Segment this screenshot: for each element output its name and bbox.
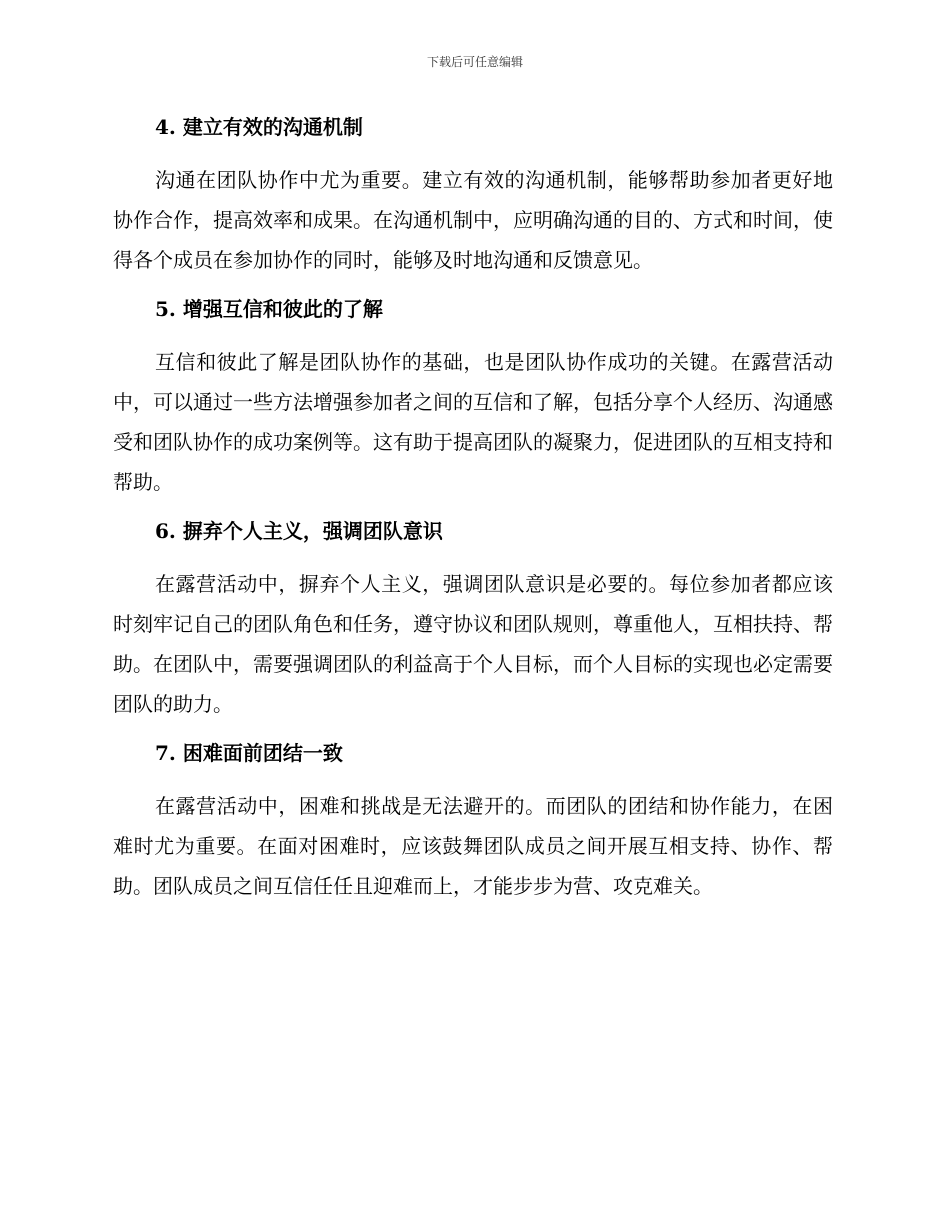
section-paragraph: 互信和彼此了解是团队协作的基础，也是团队协作成功的关键。在露营活动中，可以通过一些方法增强参加者之间的互信和了解，包括分享个人经历、沟通感受和团队协作的成功案例等。这有助于提高团队的凝聚力，促进团队的互相支持和帮助。 [113,350,833,494]
section-5 [113,294,833,502]
section-paragraph: 在露营活动中，困难和挑战是无法避开的。而团队的团结和协作能力，在困难时尤为重要。在面对困难时，应该鼓舞团队成员之间开展互相支持、协作、帮助。团队成员之间互信任任且迎难而上，才能步步为营、攻克难关。 [113,794,833,898]
section-paragraph: 沟通在团队协作中尤为重要。建立有效的沟通机制，能够帮助参加者更好地协作合作，提高效率和成果。在沟通机制中，应明确沟通的目的、方式和时间，使得各个成员在参加协作的同时，能够及时地沟通和反馈意见。 [113,168,833,272]
section-heading: 7. 困难面前团结一致 [155,741,343,765]
section-heading: 6. 摒弃个人主义，强调团队意识 [155,519,443,543]
section-4 [113,112,833,280]
document-body [113,112,833,920]
section-7 [113,738,833,906]
section-paragraph: 在露营活动中，摒弃个人主义，强调团队意识是必要的。每位参加者都应该时刻牢记自己的团队角色和任务，遵守协议和团队规则，尊重他人，互相扶持、帮助。在团队中，需要强调团队的利益高于个人目标，而个人目标的实现也必定需要团队的助力。 [113,572,833,716]
page-header: 下载后可任意编辑 [426,55,523,69]
section-6 [113,516,833,724]
section-heading: 5. 增强互信和彼此的了解 [155,297,383,321]
section-heading: 4. 建立有效的沟通机制 [155,115,363,139]
